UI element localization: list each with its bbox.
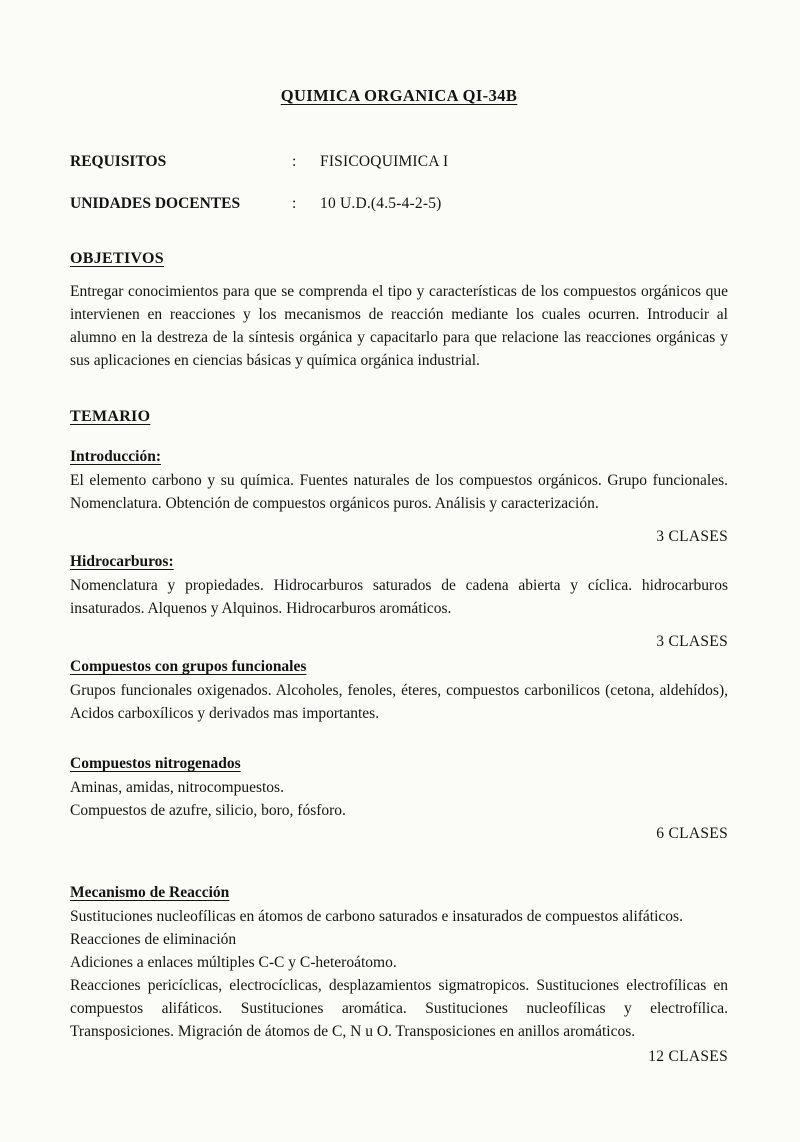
objetivos-paragraph: Entregar conocimientos para que se comprenda el tipo y características de los compuestos orgánicos que intervienen en reacciones y los mecanismos de reacción mediante los cuales ocurren. Introducir al alumno en la destreza de la síntesis orgánica y capacitarlo para que relacione las reacciones orgánicas y sus aplicaciones en ciencias básicas y química orgánica industrial.: [70, 283, 728, 369]
topic-title: Compuestos nitrogenados: [70, 755, 241, 772]
topic-paragraph: Adiciones a enlaces múltiples C-C y C-heteroátomo.: [70, 954, 397, 971]
topic-paragraph: Grupos funcionales oxigenados. Alcoholes, fenoles, éteres, compuestos carbonilicos (cetona, aldehídos), Acidos carboxílicos y derivados mas importantes.: [70, 682, 728, 722]
classes-count: 3 CLASES: [656, 528, 728, 545]
requisitos-separator: :: [292, 153, 297, 170]
topic-title: Mecanismo de Reacción: [70, 884, 230, 901]
document-title: QUIMICA ORGANICA QI-34B: [280, 86, 518, 105]
header-fields: [70, 152, 728, 214]
topic-title: Compuestos con grupos funcionales: [70, 658, 307, 675]
topic-paragraph: El elemento carbono y su química. Fuentes naturales de los compuestos orgánicos. Grupo funcionales. Nomenclatura. Obtención de compuestos orgánicos puros. Análisis y caracterización.: [70, 472, 728, 512]
classes-count: 3 CLASES: [656, 633, 728, 650]
topic-compuestos-nitrogenados: [70, 755, 728, 844]
requisitos-value: FISICOQUIMICA I: [320, 153, 449, 170]
topic-introduccion: [70, 448, 728, 547]
objetivos-heading: OBJETIVOS: [70, 250, 164, 267]
topic-title: Introducción:: [70, 448, 162, 465]
topic-paragraph: Sustituciones nucleofílicas en átomos de carbono saturados e insaturados de compuestos alifáticos.: [70, 908, 683, 925]
topic-paragraph: Aminas, amidas, nitrocompuestos.: [70, 779, 284, 796]
topic-paragraph: Reacciones de eliminación: [70, 931, 237, 948]
unidades-docentes-row: [70, 194, 728, 214]
requisitos-label: REQUISITOS: [70, 153, 167, 170]
topic-paragraph: Compuestos de azufre, silicio, boro, fósforo.: [70, 802, 346, 819]
requisitos-row: [70, 152, 728, 172]
topic-paragraph: Reacciones pericíclicas, electrocíclicas, desplazamientos sigmatropicos. Sustituciones electrofílicas en compuestos alifáticos. Sustituciones aromática. Sustituciones nucleofílicas y electrofílica. Transposiciones. Migración de átomos de C, N u O. Transposiciones en anillos aromáticos.: [70, 977, 728, 1040]
topic-hidrocarburos: [70, 553, 728, 652]
unidades-docentes-value: 10 U.D.(4.5-4-2-5): [320, 195, 442, 212]
unidades-docentes-separator: :: [292, 195, 297, 212]
temario-heading: TEMARIO: [70, 408, 151, 425]
topic-title: Hidrocarburos:: [70, 553, 174, 570]
topic-compuestos-grupos-funcionales: [70, 658, 728, 725]
classes-count: 6 CLASES: [656, 825, 728, 842]
topic-mecanismo-de-reaccion: [70, 884, 728, 1067]
topic-paragraph: Nomenclatura y propiedades. Hidrocarburos saturados de cadena abierta y cíclica. hidrocarburos insaturados. Alquenos y Alquinos. Hidrocarburos aromáticos.: [70, 577, 728, 617]
unidades-docentes-label: UNIDADES DOCENTES: [70, 195, 241, 212]
classes-count: 12 CLASES: [648, 1048, 728, 1065]
